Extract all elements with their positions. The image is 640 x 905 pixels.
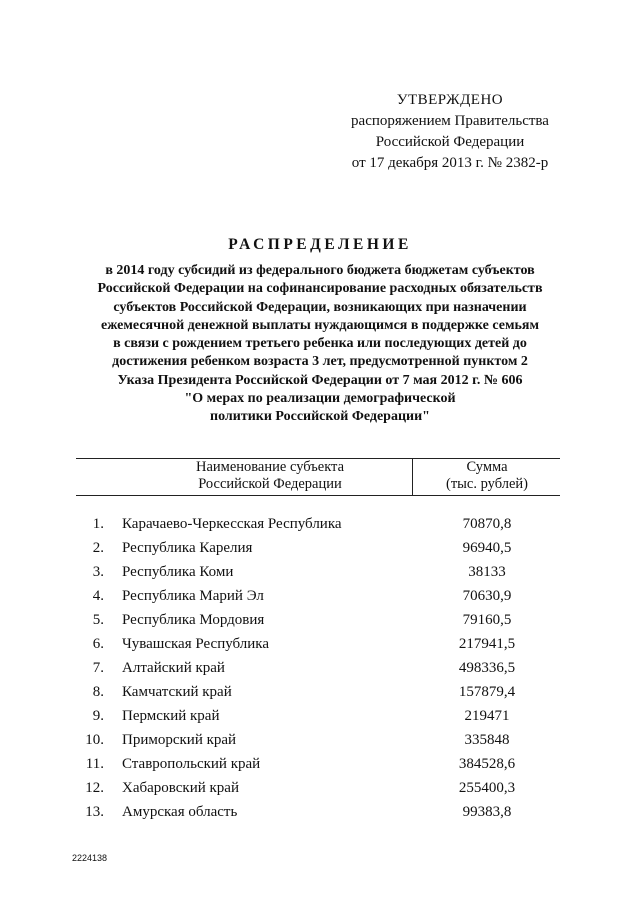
row-region-name: Хабаровский край: [122, 780, 239, 796]
table-body: [0, 514, 640, 826]
row-region-name: Приморский край: [122, 732, 237, 748]
approved-label: УТВЕРЖДЕНО: [396, 92, 504, 108]
table-header-divider: [412, 458, 413, 495]
row-amount: 335848: [464, 732, 510, 748]
row-region-name: Республика Мордовия: [122, 612, 265, 628]
table-row: [0, 538, 640, 562]
subtitle-line: "О мерах по реализации демографической: [184, 391, 456, 407]
table-row: [0, 682, 640, 706]
table-row: [0, 730, 640, 754]
table-row: [0, 562, 640, 586]
row-number: 13.: [85, 804, 104, 820]
row-region-name: Республика Марий Эл: [122, 588, 264, 604]
approval-stamp: [330, 90, 570, 174]
row-amount: 70870,8: [462, 516, 512, 532]
subtitle-line: политики Российской Федерации": [210, 409, 430, 425]
row-region-name: Амурская область: [122, 804, 238, 820]
document-id: 2224138: [72, 853, 108, 863]
row-number: 5.: [92, 612, 104, 628]
row-region-name: Республика Карелия: [122, 540, 253, 556]
row-number: 1.: [92, 516, 104, 532]
subtitle-line: Российской Федерации на софинансирование расходных обязательств: [97, 281, 543, 297]
approval-line-1: распоряжением Правительства: [351, 113, 549, 129]
table-row: [0, 634, 640, 658]
row-amount: 38133: [468, 564, 506, 580]
row-amount: 255400,3: [458, 780, 516, 796]
row-number: 10.: [85, 732, 104, 748]
subtitle-line: ежемесячной денежной выплаты нуждающимся в поддержке семьям: [101, 317, 539, 333]
table-row: [0, 802, 640, 826]
table-row: [0, 514, 640, 538]
subtitle-line: в связи с рождением третьего ребенка или последующих детей до: [113, 336, 527, 352]
row-number: 12.: [85, 780, 104, 796]
row-region-name: Пермский край: [122, 708, 220, 724]
column-header-amount: [414, 459, 560, 493]
row-amount: 157879,4: [458, 684, 516, 700]
column-header-name-line-1: Наименование субъекта: [195, 459, 345, 475]
row-amount: 96940,5: [462, 540, 512, 556]
approval-line-3: от 17 декабря 2013 г. № 2382-р: [351, 155, 549, 171]
document-heading: РАСПРЕДЕЛЕНИЕ: [228, 236, 412, 253]
table-row: [0, 754, 640, 778]
row-region-name: Алтайский край: [122, 660, 225, 676]
row-amount: 384528,6: [458, 756, 516, 772]
row-number: 3.: [92, 564, 104, 580]
row-number: 4.: [92, 588, 104, 604]
row-amount: 99383,8: [462, 804, 512, 820]
subtitle-line: в 2014 году субсидий из федерального бюджета бюджетам субъектов: [105, 263, 535, 278]
row-number: 8.: [92, 684, 104, 700]
approval-line-2: Российской Федерации: [375, 134, 525, 150]
column-header-name: [140, 459, 400, 493]
row-region-name: Карачаево-Черкесская Республика: [122, 516, 342, 532]
column-header-name-line-2: Российской Федерации: [198, 476, 342, 492]
subtitle-line: достижения ребенком возраста 3 лет, предусмотренной пунктом 2: [112, 354, 528, 370]
row-amount: 217941,5: [458, 636, 516, 652]
row-number: 2.: [92, 540, 104, 556]
table-row: [0, 706, 640, 730]
document-subtitle: [70, 262, 570, 427]
column-header-amount-line-1: Сумма: [466, 459, 508, 475]
table-header-bottom-rule: [76, 495, 560, 496]
table-row: [0, 610, 640, 634]
column-header-amount-line-2: (тыс. рублей): [446, 476, 528, 492]
row-region-name: Камчатский край: [122, 684, 232, 700]
table-row: [0, 586, 640, 610]
row-region-name: Ставропольский край: [122, 756, 261, 772]
row-amount: 79160,5: [462, 612, 512, 628]
row-region-name: Республика Коми: [122, 564, 234, 580]
row-number: 11.: [85, 756, 104, 772]
row-amount: 70630,9: [462, 588, 512, 604]
table-row: [0, 778, 640, 802]
subtitle-line: Указа Президента Российской Федерации от 7 мая 2012 г. № 606: [117, 372, 523, 388]
subtitle-line: субъектов Российской Федерации, возникающих при назначении: [113, 299, 527, 315]
row-amount: 498336,5: [458, 660, 516, 676]
row-number: 6.: [92, 636, 104, 652]
table-row: [0, 658, 640, 682]
row-number: 7.: [92, 660, 104, 676]
row-region-name: Чувашская Республика: [122, 636, 270, 652]
row-number: 9.: [92, 708, 104, 724]
row-amount: 219471: [464, 708, 510, 724]
